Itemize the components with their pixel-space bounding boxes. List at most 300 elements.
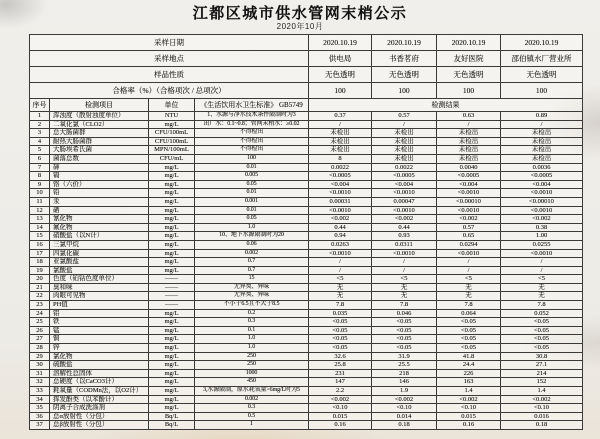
result-value: <0.002 — [309, 395, 372, 404]
result-value: 未检出 — [372, 137, 437, 146]
item-standard: 0.01 — [195, 189, 309, 198]
item-unit: CFU/100mL — [149, 137, 195, 146]
item-unit: mg/L — [149, 120, 195, 129]
sample-info-row — [30, 51, 583, 67]
result-value: <0.004 — [309, 180, 372, 189]
item-name: 阴离子合成洗涤剂 — [50, 404, 149, 413]
result-value: <0.10 — [309, 404, 372, 413]
result-value: <5 — [501, 275, 583, 284]
sample-info-value: 100 — [501, 83, 583, 99]
item-name: 氯化物 — [50, 352, 149, 361]
table-row — [30, 154, 583, 163]
row-number: 11 — [30, 197, 50, 206]
result-value: 0.0022 — [309, 163, 372, 172]
item-name: 肉眼可见物 — [50, 292, 149, 301]
column-header-item: 检测项目 — [50, 99, 149, 112]
item-unit: mg/L — [149, 387, 195, 396]
page-title: 江都区城市供水管网末梢公示 — [192, 5, 408, 22]
result-value: 0.65 — [437, 232, 501, 241]
result-value: 无 — [437, 292, 501, 301]
test-items-section — [30, 112, 583, 430]
result-value: / — [501, 266, 583, 275]
result-value: <0.0010 — [309, 249, 372, 258]
item-name: 硝酸盐（以N计） — [50, 232, 149, 241]
table-row — [30, 215, 583, 224]
result-value: 0.052 — [501, 309, 583, 318]
item-standard: 0.05 — [195, 215, 309, 224]
result-value: 0.16 — [309, 421, 372, 430]
result-value: 27.1 — [501, 361, 583, 370]
row-number: 22 — [30, 292, 50, 301]
item-unit: —— — [149, 301, 195, 310]
result-value: 163 — [437, 378, 501, 387]
item-unit: mg/L — [149, 335, 195, 344]
result-value: <0.05 — [501, 318, 583, 327]
result-value: <5 — [309, 275, 372, 284]
result-value: <0.0005 — [309, 172, 372, 181]
item-standard: 0.001 — [195, 197, 309, 206]
row-number: 1 — [30, 112, 50, 121]
table-row — [30, 189, 583, 198]
result-value: 25.5 — [372, 361, 437, 370]
result-value: 214 — [501, 369, 583, 378]
result-value: <0.002 — [501, 215, 583, 224]
water-quality-table — [29, 34, 583, 430]
item-standard: 1.0 — [195, 335, 309, 344]
item-standard: 出厂水：0.1~0.8；管网末梢水：≥0.02 — [195, 120, 309, 129]
result-value: 31.9 — [372, 352, 437, 361]
sample-info-value: 2020.10.19 — [309, 35, 372, 51]
item-unit: mg/L — [149, 309, 195, 318]
row-number: 17 — [30, 249, 50, 258]
item-unit: mg/L — [149, 163, 195, 172]
item-standard: 1000 — [195, 369, 309, 378]
table-row — [30, 180, 583, 189]
result-value: 未检出 — [309, 146, 372, 155]
result-value: 0.0022 — [372, 163, 437, 172]
result-value: / — [437, 258, 501, 267]
column-header-standard: 《生活饮用水卫生标准》 GB5749 — [195, 99, 309, 112]
table-row — [30, 412, 583, 421]
sample-info-value: 无色透明 — [501, 67, 583, 83]
row-number: 29 — [30, 352, 50, 361]
table-row — [30, 146, 583, 155]
sample-info-value: 100 — [372, 83, 437, 99]
result-value: <0.0010 — [501, 189, 583, 198]
result-value: 1.9 — [372, 387, 437, 396]
result-value: 0.44 — [309, 223, 372, 232]
result-value: 未检出 — [437, 129, 501, 138]
item-name: 汞 — [50, 197, 149, 206]
result-value: 0.18 — [501, 421, 583, 430]
row-number: 20 — [30, 275, 50, 284]
result-value: <0.002 — [437, 215, 501, 224]
result-value: <5 — [437, 275, 501, 284]
item-standard: 0.7 — [195, 258, 309, 267]
table-row — [30, 223, 583, 232]
result-value: 未检出 — [437, 154, 501, 163]
result-value: 0.00031 — [309, 197, 372, 206]
item-standard: 0.01 — [195, 163, 309, 172]
item-name: 色度（铂钴色度单位） — [50, 275, 149, 284]
sample-info-value: 2020.10.19 — [372, 35, 437, 51]
result-value: 1.4 — [437, 387, 501, 396]
result-value: 0.0036 — [501, 163, 583, 172]
item-unit: mg/L — [149, 378, 195, 387]
table-row — [30, 129, 583, 138]
table-row — [30, 240, 583, 249]
result-value: <0.0005 — [501, 172, 583, 181]
result-value: 0.16 — [437, 421, 501, 430]
result-value: <0.0010 — [372, 249, 437, 258]
result-value: 0.57 — [372, 112, 437, 121]
table-row — [30, 249, 583, 258]
item-unit: mg/L — [149, 189, 195, 198]
row-number: 33 — [30, 387, 50, 396]
row-number: 15 — [30, 232, 50, 241]
result-value: <0.004 — [372, 180, 437, 189]
table-row — [30, 275, 583, 284]
item-unit: mg/L — [149, 215, 195, 224]
result-value: 0.57 — [437, 223, 501, 232]
item-standard: 0.2 — [195, 309, 309, 318]
item-standard: 不小于6.5且不大于8.5 — [195, 301, 309, 310]
result-value: 24.4 — [437, 361, 501, 370]
item-name: 铁 — [50, 318, 149, 327]
result-value: <0.0010 — [437, 189, 501, 198]
row-number: 32 — [30, 378, 50, 387]
item-unit: mg/L — [149, 326, 195, 335]
item-unit: Bq/L — [149, 421, 195, 430]
result-value: 41.8 — [437, 352, 501, 361]
sample-info-value: 邵伯镇水厂营业所 — [501, 51, 583, 67]
sample-info-row — [30, 67, 583, 83]
item-standard: 3,水源限制，原水耗氧量>6mg/L时为5 — [195, 387, 309, 396]
item-unit: mg/L — [149, 344, 195, 353]
item-name: 铬（六价） — [50, 180, 149, 189]
item-unit: mg/L — [149, 232, 195, 241]
row-number: 10 — [30, 189, 50, 198]
item-standard: 0.01 — [195, 206, 309, 215]
row-number: 3 — [30, 129, 50, 138]
item-unit: mg/L — [149, 180, 195, 189]
result-value: <0.0010 — [437, 249, 501, 258]
result-value: <0.002 — [309, 215, 372, 224]
table-row — [30, 378, 583, 387]
item-standard: 10、地下水源限制时为20 — [195, 232, 309, 241]
item-standard: 250 — [195, 352, 309, 361]
result-value: <0.05 — [309, 318, 372, 327]
result-value: / — [372, 258, 437, 267]
result-value: <0.004 — [501, 180, 583, 189]
result-value: 218 — [372, 369, 437, 378]
item-standard: 无异臭、异味 — [195, 292, 309, 301]
row-number: 6 — [30, 154, 50, 163]
table-row — [30, 258, 583, 267]
result-value: <0.05 — [372, 318, 437, 327]
item-name: 溶解性总固体 — [50, 369, 149, 378]
result-value: 7.8 — [437, 301, 501, 310]
item-standard: 1.0 — [195, 223, 309, 232]
result-value: 0.016 — [501, 412, 583, 421]
item-name: 硫酸盐 — [50, 361, 149, 370]
result-value: 32.6 — [309, 352, 372, 361]
row-number: 31 — [30, 369, 50, 378]
result-value: <0.05 — [501, 335, 583, 344]
result-value: <0.05 — [309, 335, 372, 344]
result-value: <0.05 — [309, 344, 372, 353]
result-value: 0.37 — [309, 112, 372, 121]
result-value: 0.0263 — [309, 240, 372, 249]
item-name: 氰化物 — [50, 215, 149, 224]
result-value: / — [309, 266, 372, 275]
result-value: 147 — [309, 378, 372, 387]
result-value: 0.064 — [437, 309, 501, 318]
item-unit: mg/L — [149, 352, 195, 361]
result-value: 0.18 — [372, 421, 437, 430]
table-row — [30, 292, 583, 301]
item-unit: mg/L — [149, 223, 195, 232]
result-value: 2.2 — [309, 387, 372, 396]
sample-info-value: 无色透明 — [437, 67, 501, 83]
sample-info-value: 2020.10.19 — [437, 35, 501, 51]
item-name: 四氯化碳 — [50, 249, 149, 258]
item-name: 总硬度（以CaCO3计） — [50, 378, 149, 387]
result-value: <5 — [372, 275, 437, 284]
row-number: 18 — [30, 258, 50, 267]
column-header-section — [30, 99, 583, 112]
item-name: 总β放射性（分包） — [50, 421, 149, 430]
item-standard: 0.005 — [195, 172, 309, 181]
item-unit: mg/L — [149, 266, 195, 275]
result-value: <0.00010 — [437, 197, 501, 206]
item-name: 锌 — [50, 344, 149, 353]
result-value: <0.0010 — [372, 189, 437, 198]
item-name: 浑浊度（散射浊度单位） — [50, 112, 149, 121]
item-standard: 不得检出 — [195, 129, 309, 138]
sample-info-label: 样品性质 — [30, 67, 309, 83]
result-value: 0.00047 — [372, 197, 437, 206]
item-unit: NTU — [149, 112, 195, 121]
table-row — [30, 206, 583, 215]
result-value: 146 — [372, 378, 437, 387]
item-unit: —— — [149, 292, 195, 301]
row-number: 9 — [30, 180, 50, 189]
table-row — [30, 197, 583, 206]
result-value: <0.002 — [437, 395, 501, 404]
result-value: 0.44 — [372, 223, 437, 232]
sample-info-value: 100 — [437, 83, 501, 99]
item-unit: mg/L — [149, 206, 195, 215]
table-row — [30, 335, 583, 344]
item-unit: MPN/100mL — [149, 146, 195, 155]
result-value: 0.0311 — [372, 240, 437, 249]
row-number: 4 — [30, 137, 50, 146]
result-value: <0.0010 — [437, 206, 501, 215]
item-name: 臭和味 — [50, 283, 149, 292]
column-header-results: 检测结果 — [309, 99, 583, 112]
result-value: 0.38 — [501, 223, 583, 232]
column-header-unit: 单位 — [149, 99, 195, 112]
result-value: 未检出 — [501, 137, 583, 146]
result-value: 152 — [501, 378, 583, 387]
result-value: 未检出 — [309, 129, 372, 138]
result-value: <0.0005 — [372, 172, 437, 181]
result-value: 无 — [437, 283, 501, 292]
result-value: 未检出 — [372, 129, 437, 138]
table-row — [30, 344, 583, 353]
table-row — [30, 369, 583, 378]
result-value: <0.05 — [309, 326, 372, 335]
item-unit: CFU/mL — [149, 154, 195, 163]
table-row — [30, 361, 583, 370]
row-number: 5 — [30, 146, 50, 155]
result-value: <0.05 — [372, 335, 437, 344]
result-value: 1.4 — [501, 387, 583, 396]
table-row — [30, 309, 583, 318]
result-value: 7.8 — [309, 301, 372, 310]
item-name: PH值 — [50, 301, 149, 310]
table-row — [30, 120, 583, 129]
item-unit: mg/L — [149, 369, 195, 378]
item-name: 镉 — [50, 172, 149, 181]
row-number: 36 — [30, 412, 50, 421]
page-subtitle: 2020年10月 — [276, 22, 324, 31]
row-number: 30 — [30, 361, 50, 370]
row-number: 14 — [30, 223, 50, 232]
result-value: <0.004 — [437, 180, 501, 189]
sample-info-label: 采样地点 — [30, 51, 309, 67]
result-value: 0.035 — [309, 309, 372, 318]
result-value: <0.10 — [372, 404, 437, 413]
row-number: 7 — [30, 163, 50, 172]
item-standard: 0.3 — [195, 318, 309, 327]
result-value: / — [309, 120, 372, 129]
item-name: 总α放射性（分包） — [50, 412, 149, 421]
result-value: 0.0255 — [501, 240, 583, 249]
table-row — [30, 326, 583, 335]
result-value: 0.0294 — [437, 240, 501, 249]
table-row — [30, 172, 583, 181]
result-value: / — [437, 120, 501, 129]
result-value: 7.8 — [372, 301, 437, 310]
row-number: 19 — [30, 266, 50, 275]
sample-info-value: 100 — [309, 83, 372, 99]
row-number: 27 — [30, 335, 50, 344]
table-row — [30, 352, 583, 361]
result-value: <0.05 — [372, 344, 437, 353]
item-name: 铜 — [50, 335, 149, 344]
result-value: 0.014 — [372, 412, 437, 421]
result-value: 未检出 — [501, 154, 583, 163]
result-value: <0.05 — [372, 326, 437, 335]
sample-info-row — [30, 35, 583, 51]
result-value: <0.002 — [501, 395, 583, 404]
item-standard: 0.06 — [195, 240, 309, 249]
result-value: 未检出 — [501, 129, 583, 138]
item-unit: mg/L — [149, 197, 195, 206]
result-value: 7.8 — [501, 301, 583, 310]
result-value: 无 — [372, 283, 437, 292]
result-value: <0.0010 — [309, 189, 372, 198]
result-value: 25.8 — [309, 361, 372, 370]
item-standard: 无异臭、异味 — [195, 283, 309, 292]
result-value: <0.0010 — [309, 206, 372, 215]
result-value: 无 — [501, 292, 583, 301]
item-standard: 0.3 — [195, 404, 309, 413]
item-unit: Bq/L — [149, 412, 195, 421]
item-unit: mg/L — [149, 249, 195, 258]
sample-info-value: 无色透明 — [309, 67, 372, 83]
result-value: 0.0040 — [437, 163, 501, 172]
result-value: <0.0005 — [437, 172, 501, 181]
item-name: 耐热大肠菌群 — [50, 137, 149, 146]
row-number: 26 — [30, 326, 50, 335]
result-value: 231 — [309, 369, 372, 378]
row-number: 2 — [30, 120, 50, 129]
table-row — [30, 301, 583, 310]
item-unit: mg/L — [149, 240, 195, 249]
item-standard: 0.002 — [195, 249, 309, 258]
item-standard: 不得检出 — [195, 146, 309, 155]
sample-info-value: 供电局 — [309, 51, 372, 67]
result-value: 未检出 — [309, 137, 372, 146]
item-unit: mg/L — [149, 404, 195, 413]
table-row — [30, 318, 583, 327]
result-value: 0.046 — [372, 309, 437, 318]
sample-info-section — [30, 35, 583, 99]
result-value: <0.002 — [372, 215, 437, 224]
result-value: 未检出 — [372, 154, 437, 163]
result-value: <0.00010 — [501, 197, 583, 206]
result-value: 未检出 — [437, 146, 501, 155]
row-number: 25 — [30, 318, 50, 327]
row-number: 21 — [30, 283, 50, 292]
result-value: 0.015 — [309, 412, 372, 421]
row-number: 16 — [30, 240, 50, 249]
result-value: 未检出 — [437, 137, 501, 146]
item-unit: CFU/100mL — [149, 129, 195, 138]
row-number: 23 — [30, 301, 50, 310]
result-value: / — [437, 266, 501, 275]
result-value: <0.05 — [437, 318, 501, 327]
result-value: 0.94 — [309, 232, 372, 241]
column-header-index: 序号 — [30, 99, 50, 112]
item-standard: 1、水源与净水技术条件限制时为3 — [195, 112, 309, 121]
table-row — [30, 137, 583, 146]
result-value: 1.00 — [501, 232, 583, 241]
item-standard: 0.1 — [195, 326, 309, 335]
result-value: 0.015 — [437, 412, 501, 421]
table-row — [30, 266, 583, 275]
item-name: 菌落总数 — [50, 154, 149, 163]
table-row — [30, 387, 583, 396]
result-value: <0.05 — [501, 344, 583, 353]
item-standard: 1 — [195, 421, 309, 430]
item-standard: 0.05 — [195, 180, 309, 189]
sample-info-value: 友好医院 — [437, 51, 501, 67]
row-number: 13 — [30, 215, 50, 224]
result-value: <0.05 — [437, 335, 501, 344]
table-row — [30, 112, 583, 121]
result-value: <0.05 — [437, 326, 501, 335]
row-number: 12 — [30, 206, 50, 215]
column-header-row — [30, 99, 583, 112]
item-name: 挥发酚类（以苯酚计） — [50, 395, 149, 404]
table-row — [30, 421, 583, 430]
row-number: 24 — [30, 309, 50, 318]
sample-info-row — [30, 83, 583, 99]
